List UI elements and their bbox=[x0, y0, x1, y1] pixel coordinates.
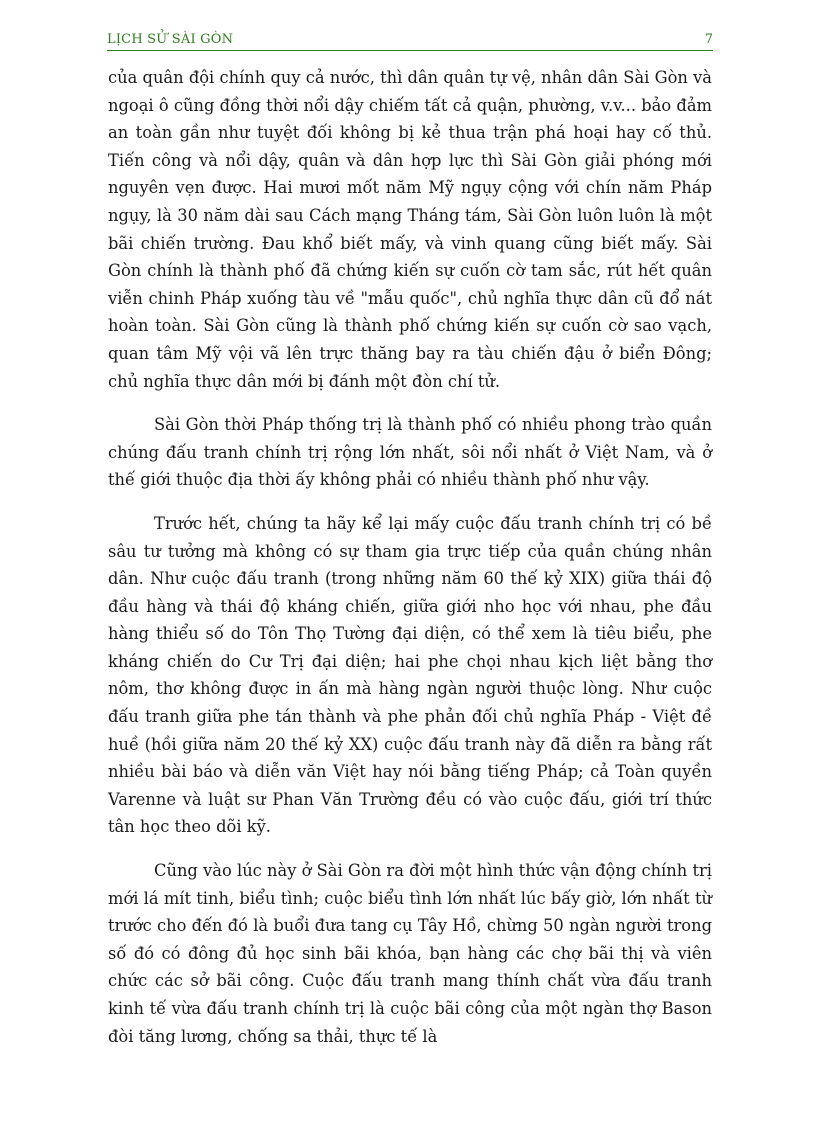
running-header bbox=[107, 30, 713, 51]
paragraph: của quân đội chính quy cả nước, thì dân quân tự vệ, nhân dân Sài Gòn và ngoại ô cũng đồng thời nổi dậy chiếm tất cả quận, phường, v.v... bảo đảm an toàn gần như tuyệt đối không bị kẻ thua trận phá hoại hay cố thủ. Tiến công và nổi dậy, quân và dân hợp lực thì Sài Gòn giải phóng mới nguyên vẹn được. Hai mươi mốt năm Mỹ ngụy cộng với chín năm Pháp ngụy, là 30 năm dài sau Cách mạng Tháng tám, Sài Gòn luôn luôn là một bãi chiến trường. Đau khổ biết mấy, và vinh quang cũng biết mấy. Sài Gòn chính là thành phố đã chứng kiến sự cuốn cờ tam sắc, rút hết quân viễn chinh Pháp xuống tàu về "mẫu quốc", chủ nghĩa thực dân cũ đổ nát hoàn toàn. Sài Gòn cũng là thành phố chứng kiến sự cuốn cờ sao vạch, quan tâm Mỹ vội vã lên trực thăng bay ra tàu chiến đậu ở biển Đông; chủ nghĩa thực dân mới bị đánh một đòn chí tử. bbox=[108, 68, 712, 391]
book-title: LỊCH SỬ SÀI GÒN bbox=[107, 32, 234, 47]
paragraph: Trước hết, chúng ta hãy kể lại mấy cuộc đấu tranh chính trị có bề sâu tư tưởng mà không có sự tham gia trực tiếp của quần chúng nhân dân. Như cuộc đấu tranh (trong những năm 60 thế kỷ XIX) giữa thái độ đầu hàng và thái độ kháng chiến, giữa giới nho học với nhau, phe đầu hàng thiểu số do Tôn Thọ Tường đại diện, có thể xem là tiêu biểu, phe kháng chiến do Cư Trị đại diện; hai phe chọi nhau kịch liệt bằng thơ nôm, thơ không được in ấn mà hàng ngàn người thuộc lòng. Như cuộc đấu tranh giữa phe tán thành và phe phản đối chủ nghĩa Pháp - Việt đề huề (hồi giữa năm 20 thế kỷ XX) cuộc đấu tranh này đã diễn ra bằng rất nhiều bài báo và diễn văn Việt hay nói bằng tiếng Pháp; cả Toàn quyền Varenne và luật sư Phan Văn Trường đều có vào cuộc đấu, giới trí thức tân học theo dõi kỹ. bbox=[108, 513, 712, 837]
paragraph: Sài Gòn thời Pháp thống trị là thành phố có nhiều phong trào quần chúng đấu tranh chính trị rộng lớn nhất, sôi nổi nhất ở Việt Nam, và ở thế giới thuộc địa thời ấy không phải có nhiều thành phố như vậy. bbox=[108, 415, 712, 490]
paragraph: Cũng vào lúc này ở Sài Gòn ra đời một hình thức vận động chính trị mới lá mít tinh, biểu tình; cuộc biểu tình lớn nhất lúc bấy giờ, lớn nhất từ trước cho đến đó là buổi đưa tang cụ Tây Hồ, chừng 50 ngàn người trong số đó có đông đủ học sinh bãi khóa, bạn hàng các chợ bãi thị và viên chức các sở bãi công. Cuộc đấu tranh mang thính chất vừa đấu tranh kinh tế vừa đấu tranh chính trị là cuộc bãi công của một ngàn thợ Bason đòi tăng lương, chống sa thải, thực tế là bbox=[108, 861, 712, 1046]
page-number: 7 bbox=[704, 32, 713, 47]
body-text bbox=[108, 64, 712, 1066]
